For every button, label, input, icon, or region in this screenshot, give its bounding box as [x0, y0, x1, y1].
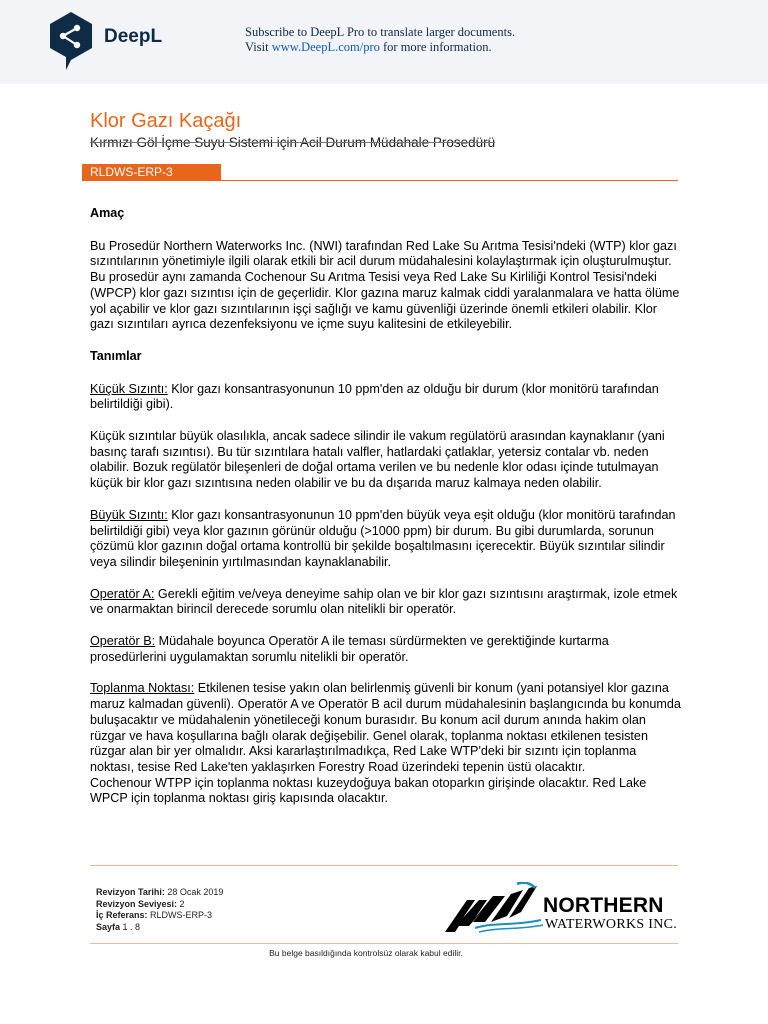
deepl-brand[interactable]: DeepL: [104, 26, 163, 47]
definition-muster-point: Toplanma Noktası: Etkilenen tesise yakın olan belirlenmiş güvenli bir konum (yani potansiyel klor gazına maruz kalmadan güvenli). Operatör A ve Operatör B acil durum müdahalesinin başlangıcında bu konumda buluşacaktır ve müdahalenin yönetileceği konum burasıdır. Bu konum acil durum anında hakim olan rüzgar ve hava koşullarına bağlı olarak değişebilir. Genel olarak, toplanma noktası etkilenen tesisten rüzgar alan bir yer olmalıdır. Aksi kararlaştırılmadıkça, Red Lake WTP'deki bir sızıntı için toplanma noktası, tesise Red Lake'ten yaklaşırken Forestry Road üzerindeki tepenin üstü olacaktır.: [90, 681, 681, 774]
small-leak-detail: Küçük sızıntılar büyük olasılıkla, ancak sadece silindir ile vakum regülatörü arasından kaynaklanır (yani basınç tarafı sızıntısı). Bu tür sızıntılara hatalı valfler, hatlardaki çatlaklar, yetersiz contalar vb. neden olabilir. Bozuk regülatör bileşenleri de doğal ortama verilen ve bu nedenle klor odası içinde tutulmayan küçük bir klor gazı sızıntısına neden olabilir ve bu da dışarıda maruz kalmaya neden olabilir.: [90, 429, 665, 491]
definition-large-leak: Büyük Sızıntı: Klor gazı konsantrasyonunun 10 ppm'den büyük veya eşit olduğu (klor monitörü tarafından belirtildiği gibi) veya klor gazının görünür olduğu (>1000 ppm) bir durum. Bu gibi durumlarda, sorunun çözümü klor gazının doğal ortama kontrollü bir şekilde boşaltılmasını içerecektir. Büyük sızıntılar silindir veya silindir bileşeninin yırtılmasından kaynaklanabilir.: [90, 507, 676, 569]
document-body: [90, 206, 682, 823]
term-large-leak: Büyük Sızıntı:: [90, 507, 168, 522]
definitions-heading: Tanımlar: [90, 348, 142, 363]
muster-point-extra: Cochenour WTPP için toplanma noktası kuzeydoğuya bakan otoparkın girişinde olacaktır. Red Lake WPCP için toplanma noktası giriş kapısında olacaktır.: [90, 775, 647, 806]
deepl-banner: [0, 0, 768, 84]
uncontrolled-copy-note: Bu belge basıldığında kontrolsüz olarak kabul edilir.: [269, 948, 463, 958]
term-small-leak: Küçük Sızıntı:: [90, 381, 168, 396]
banner-message: [245, 25, 515, 55]
deepl-pro-link[interactable]: www.DeepL.com/pro: [271, 40, 380, 54]
revision-level: Revizyon Seviyesi: 2: [96, 898, 185, 909]
page-number: Sayfa 1 . 8: [96, 921, 141, 932]
definition-small-leak: Küçük Sızıntı: Klor gazı konsantrasyonunun 10 ppm'den az olduğu bir durum (klor monitörü tarafından belirtildiği gibi).: [90, 381, 659, 412]
footer-divider-top: [90, 865, 678, 866]
definition-operator-a: Operatör A: Gerekli eğitim ve/veya deneyime sahip olan ve bir klor gazı sızıntısını araştırmak, izole etmek ve onarmaktan birincil derecede sorumlu olan nitelikli bir operatör.: [90, 586, 678, 617]
purpose-paragraph: Bu Prosedür Northern Waterworks Inc. (NWI) tarafından Red Lake Su Arıtma Tesisi'ndeki (WTP) klor gazı sızıntılarının yönetimiyle ilgili olarak etkili bir acil durum müdahalesini kolaylaştırmak için oluşturulmuştur. Bu prosedür aynı zamanda Cochenour Su Arıtma Tesisi veya Red Lake Su Kirliliği Kontrol Tesisi'ndeki (WPCP) klor gazı sızıntısı için de geçerlidir. Klor gazına maruz kalmak ciddi yaralanmalara ve hatta ölüme yol açabilir ve klor gazı sızıntılarının işçi sağlığı ve kamu güvenliği üzerinde önemli etkileri olabilir. Klor gazı sızıntıları ayrıca dezenfeksiyonu ve içme suyu kalitesini de etkileyebilir.: [90, 238, 680, 332]
definition-operator-b: Operatör B: Müdahale boyunca Operatör A ile teması sürdürmekten ve gerektiğinde kurtarma prosedürlerini uygulamaktan sorumlu nitelikli bir operatör.: [90, 634, 609, 664]
footer-divider-bottom: [90, 943, 678, 944]
banner-line-1: Subscribe to DeepL Pro to translate larger documents.: [245, 25, 516, 39]
document-title: Klor Gazı Kaçağı: [90, 110, 242, 132]
title-divider: [221, 180, 678, 181]
company-name: NORTHERN: [543, 894, 664, 917]
document-code-badge: RLDWS-ERP-3: [82, 164, 221, 181]
term-muster-point: Toplanma Noktası:: [90, 681, 195, 696]
northern-waterworks-logo-icon: [445, 882, 545, 934]
revision-info: [96, 887, 223, 933]
term-operator-a: Operatör A:: [90, 586, 155, 601]
internal-reference: İç Referans: RLDWS-ERP-3: [96, 910, 213, 920]
deepl-logo-icon[interactable]: [46, 10, 96, 72]
document-subtitle: Kırmızı Göl İçme Suyu Sistemi için Acil Durum Müdahale Prosedürü: [90, 135, 496, 150]
revision-date: Revizyon Tarihi: 28 Ocak 2019: [96, 887, 224, 897]
purpose-heading: Amaç: [90, 206, 125, 220]
company-subtitle: WATERWORKS INC.: [545, 917, 678, 932]
term-operator-b: Operatör B:: [90, 634, 156, 649]
banner-line-2: Visit www.DeepL.com/pro for more information.: [245, 40, 492, 54]
